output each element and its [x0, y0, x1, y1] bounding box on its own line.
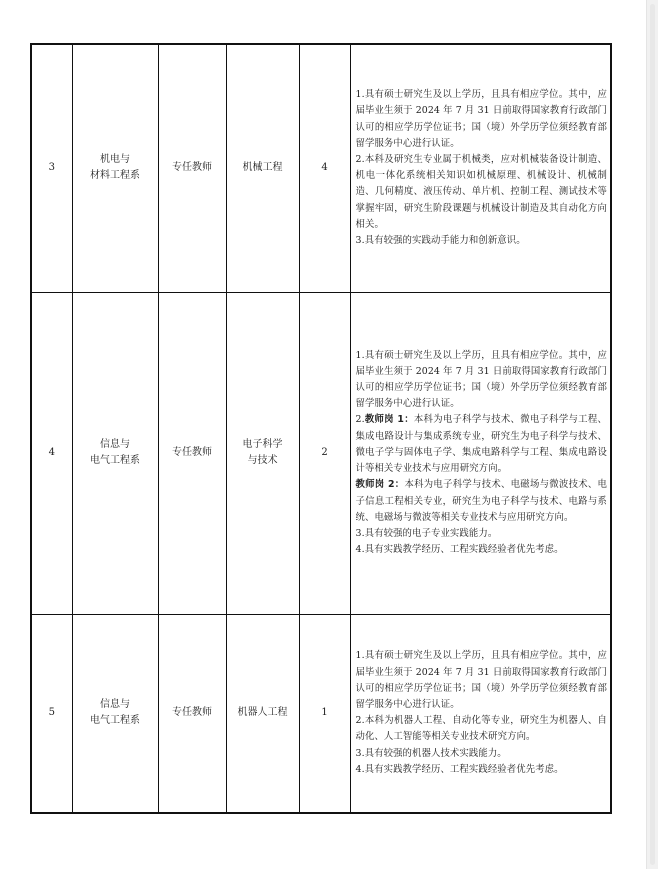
recruitment-table: [30, 43, 612, 814]
major-cell: [226, 292, 299, 614]
department-cell: [72, 614, 158, 813]
department-cell: [72, 292, 158, 614]
major-cell: [226, 44, 299, 292]
major-cell: [226, 614, 299, 813]
post-1-label: 教师岗 1：: [364, 414, 414, 426]
position-cell: 专任教师: [158, 44, 226, 292]
major-line: 电子科学: [242, 439, 283, 450]
requirement-item: 1.具有硕士研究生及以上学历，且具有相应学位。其中，应届毕业生须于 2024 年 7 月 31 日前取得国家教育行政部门认可的相应学历学位证书；国（境）外学历学位须经教育部留学服务中心进行认证。: [355, 349, 607, 410]
requirement-item: 1.具有硕士研究生及以上学历，且具有相应学位。其中，应届毕业生须于 2024 年 7 月 31 日前取得国家教育行政部门认可的相应学历学位证书；国（境）外学历学位须经教育部留学服务中心进行认证。: [355, 650, 607, 711]
requirement-item: 4.具有实践教学经历、工程实践经验者优先考虑。: [355, 763, 564, 775]
table-row: [31, 292, 611, 614]
requirement-item: 4.具有实践教学经历、工程实践经验者优先考虑。: [355, 544, 564, 556]
department-line: 信息与: [100, 439, 130, 450]
requirements-cell: [350, 614, 611, 813]
department-cell: [72, 44, 158, 292]
requirement-item: [356, 477, 608, 526]
headcount-cell: 4: [299, 44, 350, 292]
requirement-item: 3.具有较强的实践动手能力和创新意识。: [355, 235, 526, 247]
position-cell: 专任教师: [158, 614, 226, 813]
requirement-item: 2.本科为机器人工程、自动化等专业，研究生为机器人、自动化、人工智能等相关专业技术研究方向。: [355, 715, 607, 743]
row-number: 4: [31, 292, 72, 614]
headcount-cell: 1: [299, 614, 350, 813]
requirement-item: 2.本科及研究生专业属于机械类，应对机械装备设计制造、机电一体化系统相关知识如机械原理、机械设计、机械制造、几何精度、液压传动、单片机、控制工程、测试技术等掌握牢固，研究生阶段课题与机械设计制造及其自动化方向相关。: [355, 154, 607, 230]
requirement-item: 3.具有较强的电子专业实践能力。: [355, 527, 498, 539]
requirements-cell: [350, 44, 611, 292]
requirement-item: 1.具有硕士研究生及以上学历，且具有相应学位。其中，应届毕业生须于 2024 年 7 月 31 日前取得国家教育行政部门认可的相应学历学位证书；国（境）外学历学位须经教育部留学服务中心进行认证。: [355, 89, 607, 149]
row-number: 3: [31, 44, 72, 292]
requirement-item: 3.具有较强的机器人技术实践能力。: [355, 747, 507, 759]
post-2-text: 本科为电子科学与技术、电磁场与微波技术、电子信息工程相关专业，研究生为电子科学与技术、电路与系统、电磁场与微波等相关专业技术与应用研究方向。: [355, 479, 608, 523]
department-line: 信息与: [100, 699, 130, 711]
major-line: 机器人工程: [237, 707, 288, 719]
table-row: [31, 44, 611, 292]
department-line: 材料工程系: [90, 170, 140, 182]
headcount-cell: 2: [299, 292, 350, 614]
row-number: 5: [31, 614, 72, 813]
post-1-text: 本科为电子科学与技术、微电子科学与工程、集成电路设计与集成系统专业，研究生为电子科学与技术、微电子学与固体电子学、集成电路科学与工程、集成电路设计等相关专业技术与应用研究方向。: [355, 414, 607, 475]
department-line: 机电与: [100, 154, 130, 166]
department-line: 电气工程系: [90, 715, 140, 727]
requirement-number: 2.: [355, 414, 365, 426]
requirement-item: [356, 412, 608, 477]
major-line: 与技术: [247, 455, 278, 466]
department-line: 电气工程系: [90, 455, 140, 466]
requirements-cell: [350, 292, 611, 614]
position-cell: 专任教师: [158, 292, 226, 614]
post-2-label: 教师岗 2：: [355, 479, 405, 491]
vertical-scrollbar[interactable]: [646, 0, 658, 869]
major-line: 机械工程: [242, 162, 283, 174]
scrollbar-track[interactable]: [650, 4, 655, 865]
table-row: [31, 614, 611, 813]
